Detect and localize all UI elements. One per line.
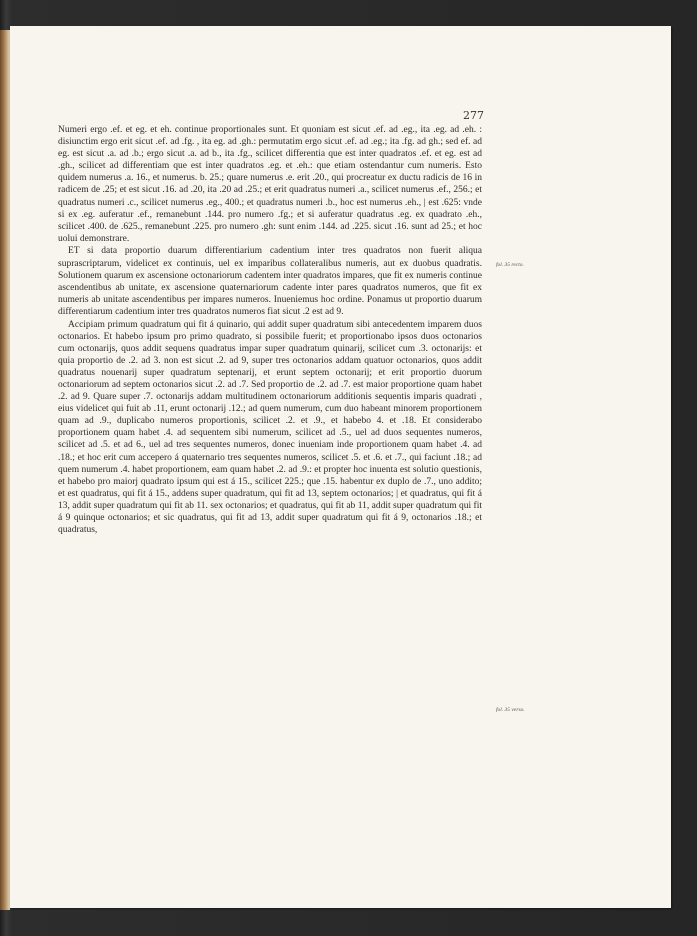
paragraph-3: Accipiam primum quadratum qui fit á quinario, qui addit super quadratum sibi antecedentem imparem duos octonarios. Et habebo ipsum pro primo quadrato, si possibile fuerit; et proportionabo ipsos duos octonarios cum octonarijs, quos addit sequens quadratus impar super quadratum quinarij, scilicet cum .3. octonarijs: et quia proportio de .2. ad 3. non est sicut .2. ad 9, super tres octonarios addam quatuor octonarios, quos addit quadratus nouenarij super quadratum septenarij, et erunt septem octonarij; et erit proportio duorum octonariorum ad septem octonarios sicut .2. ad .7. Sed proportio de .2. ad .7. est maior proportione quam habet .2. ad 9. Quare super .7. octonarijs addam multitudinem octonariorum additionis sequentis imparis quadrati , eius videlicet qui fuit ab .11, erunt octonarij .12.; ad quem numerum, cum duo habeant minorem proportionem quam ad .9., duplicabo numeros proportionis, scilicet .2. et .9., et habebo 4. et .18. Et considerabo proportionem quam habet .4. ad sequentem sibi numerum, scilicet ad .5., uel ad duos sequentes numeros, scilicet ad .5. et ad 6., uel ad tres sequentes numeros, donec inueniam inde proportionem quam habet .4. ad .18.; et hoc erit cum accepero á quaternario tres sequentes numeros, scilicet .5. et .6. et .7., qui faciunt .18.; ad quem numerum .4. habet proportionem, eam quam habet .2. ad .9.: et propter hoc inuenta est solutio questionis, et habebo pro maiorj quadrato ipsum qui est á 15., scilicet 225.; que .15. habentur ex duplo de .7., uno addito; et est quadratus, qui fit á 15., addens super quadratum, qui fit ad 13, septem octonarios; | et quadratus, qui fit á 13, addit super quadratum qui fit ab 11. sex octonarios; et quadratus, qui fit ab 11, addit super quadratum qui fit á 9 quinque octonarios; et sic quadratus, qui fit ad 13, addit super quadratum qui fit á 9, octonarios .18.; et quadratus, [58,319,482,536]
margin-note-folio-verso: fol. 35 verso. [496,707,525,713]
paragraph-1: Numeri ergo .ef. et eg. et eh. continue proportionales sunt. Et quoniam est sicut .ef. ad .eg., ita .eg. ad .eh. : disiunctim ergo erit sicut .ef. ad .fg. , ita eg. ad .gh.: permutatim ergo sicut .ef. ad .eg.; ita .fg. ad gh.; sed ef. ad eg. est sicut .a. ad .b.; ergo sicut .a. ad b., ita .fg., scilicet differentia que est inter quadratos .ef. et eg. est ad .gh., scilicet ad differentiam que est inter quadratos .eg. et .eh.: que etiam ostendantur cum numeris. Esto quidem numerus .a. 16., et numerus. b. 25.; quare numerus .e. erit .20., qui procreatur ex ductu radicis de 16 in radicem de .25; et est sicut .16. ad .20, ita .20 ad .25.; et erit quadratus numeri .a., scilicet numerus .ef., 256.; et quadratus numeri .c., scilicet numerus .eg., 400.; et quadratus numeri .b., hoc est numerus .eh., | est .625: vnde si ex .eg. auferatur .ef., remanebunt .144. pro numero .fg.; et si auferatur quadratus .eg. ex quadrato .eh., scilicet .400. de .625., remanebunt .225. pro numero .gh: sunt enim .144. ad .225. sicut .16. sunt ad 25.; et hoc uolui demonstrare. [58,125,482,244]
page-number: 277 [463,109,484,122]
paragraph-2: ET si data proportio duarum differentiarium cadentium inter tres quadratos non fuerit aliqua suprascriptarum, videlicet ex continuis, uel ex imparibus collateralibus numeris, aut ex duobus quadratis. Solutionem quarum ex ascensione octonariorum cadentem inter quadratos impares, que fit ex numeris continue ascendentibus ab unitate, ex ascensione quaternariorum cadente inter pares quadratos numeros, que fit ex numeris ab unitate ascendentibus per impares numeros. Inueniemus hoc ordine. Ponamus ut proportio duarum differentiarum cadentium inter tres quadratos numeros fiat sicut .2 est ad 9. [58,246,482,317]
book-edge [0,30,10,910]
margin-note-folio-recto: fol. 35 recto. [496,262,524,268]
main-text [58,124,482,536]
